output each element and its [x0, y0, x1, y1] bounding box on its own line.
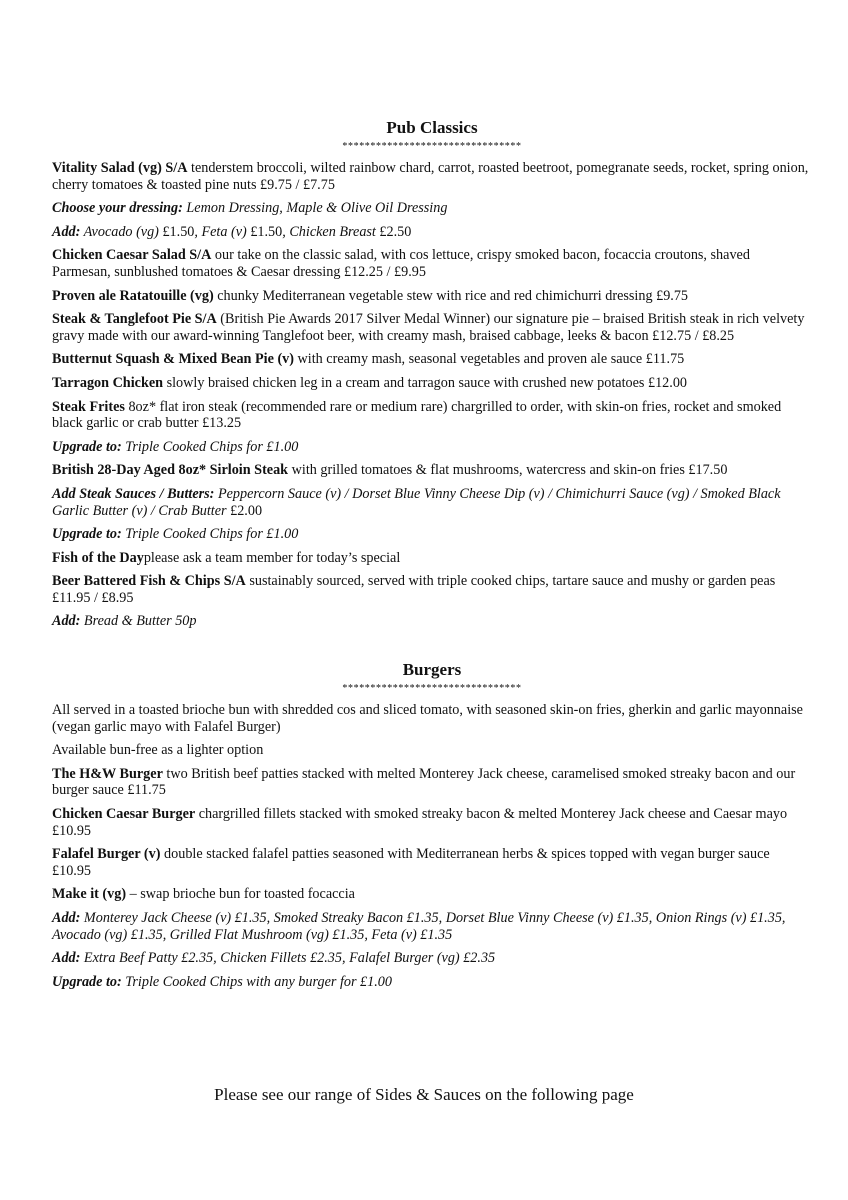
extra-text: Monterey Jack Cheese (v) £1.35, Smoked Streaky Bacon £1.35, Dorset Blue Vinny Cheese (v) £1.35, Onion Rings (v) £1.35, Avocado (vg) £1.35, Grilled Flat Mushroom (vg) £1.35, Feta (v) £1.35 — [52, 910, 786, 943]
burger-protein-add-ons — [52, 950, 812, 967]
menu-item-sirloin-steak — [52, 462, 812, 479]
menu-item-vitality-salad — [52, 160, 812, 193]
item-name: Proven ale Ratatouille (vg) — [52, 287, 214, 304]
section-divider: ******************************** — [342, 683, 522, 695]
burgers-section — [52, 660, 812, 990]
dressing-options — [52, 200, 812, 217]
menu-item-chicken-caesar-burger — [52, 806, 812, 839]
extra-text: , Chicken Breast — [282, 223, 380, 240]
menu-item-hw-burger — [52, 766, 812, 799]
item-name: British 28-Day Aged 8oz* Sirloin Steak — [52, 462, 289, 479]
item-description: sustainably sourced, served with triple cooked chips, tartare sauce and mushy or garden peas £11.95 / £8.95 — [52, 573, 776, 606]
item-name: Falafel Burger (v) — [52, 846, 161, 863]
item-name: Fish of the Day — [52, 549, 144, 566]
extra-price: £2.50 — [379, 223, 412, 240]
menu-item-tarragon-chicken — [52, 375, 812, 392]
item-description: tenderstem broccoli, wilted rainbow chard, carrot, roasted beetroot, pomegranate seeds, rocket, spring onion, cherry tomatoes & toasted pine nuts £9.75 / £7.75 — [52, 160, 809, 193]
item-name: Butternut Squash & Mixed Bean Pie (v) — [52, 351, 294, 368]
item-description: slowly braised chicken leg in a cream and tarragon sauce with crushed new potatoes £12.00 — [163, 374, 688, 391]
extra-price: £1.50 — [162, 223, 195, 240]
extra-text: Triple Cooked Chips for £1.00 — [121, 526, 299, 543]
section-title-pub-classics: Pub Classics — [386, 118, 478, 137]
menu-item-ratatouille — [52, 288, 812, 305]
extra-text: Triple Cooked Chips with any burger for £1.00 — [121, 973, 392, 990]
extra-label: Add: — [52, 910, 81, 926]
menu-item-steak-frites — [52, 399, 812, 432]
item-name: Steak & Tanglefoot Pie S/A — [52, 311, 217, 328]
item-name: Chicken Caesar Salad S/A — [52, 247, 212, 264]
burgers-intro: All served in a toasted brioche bun with shredded cos and sliced tomato, with seasoned skin-on fries, gherkin and garlic mayonnaise (vegan garlic mayo with Falafel Burger) — [52, 702, 803, 735]
item-name: Make it (vg) — [52, 886, 127, 903]
extra-label: Add: — [52, 950, 81, 967]
burger-add-ons — [52, 910, 812, 943]
extra-label: Upgrade to: — [52, 526, 122, 543]
menu-item-fish-of-the-day — [52, 550, 812, 567]
extra-label: Add: — [52, 223, 81, 240]
item-name: The H&W Burger — [52, 765, 163, 782]
item-name: Vitality Salad (vg) S/A — [52, 160, 188, 176]
extra-text: Peppercorn Sauce (v) / Dorset Blue Vinny Cheese Dip (v) / Chimichurri Sauce (vg) / Smoked Black Garlic Butter (v) / Crab Butter — [52, 485, 781, 519]
extra-price: £1.50 — [250, 223, 283, 240]
menu-item-chicken-caesar-salad — [52, 247, 812, 280]
extra-text: , Feta (v) — [194, 223, 251, 240]
item-description: chargrilled fillets stacked with smoked streaky bacon & melted Monterey Jack cheese and Caesar mayo £10.95 — [52, 806, 788, 839]
menu-item-fish-and-chips — [52, 573, 812, 606]
salad-add-ons — [52, 224, 812, 241]
item-name: Chicken Caesar Burger — [52, 806, 196, 823]
extra-label: Upgrade to: — [52, 973, 122, 990]
item-description: please ask a team member for today’s special — [143, 549, 401, 566]
item-description: our take on the classic salad, with cos lettuce, crispy smoked bacon, focaccia croutons, shaved Parmesan, sunblushed tomatoes & Caesar dressing £12.25 / £9.95 — [52, 247, 750, 280]
extra-label: Add: — [52, 613, 81, 630]
upgrade-option — [52, 526, 812, 543]
menu-item-butternut-pie — [52, 351, 812, 368]
extra-label: Choose your dressing: — [52, 200, 183, 217]
make-it-vegan — [52, 886, 812, 903]
item-name: Beer Battered Fish & Chips S/A — [52, 573, 246, 590]
extra-label: Add Steak Sauces / Butters: — [52, 485, 215, 502]
item-description: – swap brioche bun for toasted focaccia — [126, 886, 355, 903]
menu-item-steak-pie — [52, 311, 812, 344]
extra-label: Upgrade to: — [52, 438, 122, 455]
steak-sauces — [52, 486, 812, 519]
item-description: (British Pie Awards 2017 Silver Medal Winner) our signature pie – braised British steak in rich velvety gravy made with our award-winning Tanglefoot beer, with creamy mash, braised cabbage, leeks & bacon £12.75 / £8.25 — [52, 311, 805, 344]
item-description: double stacked falafel patties seasoned with Mediterranean herbs & spices topped with vegan burger sauce £10.95 — [52, 846, 770, 879]
fish-add-on — [52, 613, 812, 630]
item-name: Steak Frites — [52, 398, 125, 415]
upgrade-option — [52, 439, 812, 456]
item-description: 8oz* flat iron steak (recommended rare or medium rare) chargrilled to order, with skin-on fries, rocket and smoked black garlic or crab butter £13.25 — [52, 398, 782, 432]
extra-text: Triple Cooked Chips for £1.00 — [121, 438, 299, 455]
extra-text: Avocado (vg) — [80, 223, 163, 240]
extra-price: £2.00 — [230, 502, 263, 519]
item-description: two British beef patties stacked with melted Monterey Jack cheese, caramelised smoked streaky bacon and our burger sauce £11.75 — [52, 765, 796, 799]
item-description: with grilled tomatoes & flat mushrooms, watercress and skin-on fries £17.50 — [288, 462, 728, 479]
pub-classics-section — [52, 118, 812, 630]
section-divider: ******************************** — [342, 141, 522, 152]
burger-upgrade-option — [52, 974, 812, 991]
item-description: chunky Mediterranean vegetable stew with rice and red chimichurri dressing £9.75 — [213, 287, 689, 304]
item-name: Tarragon Chicken — [52, 374, 164, 391]
extra-text: Extra Beef Patty £2.35, Chicken Fillets £2.35, Falafel Burger (vg) £2.35 — [80, 950, 496, 967]
menu-page — [52, 118, 812, 997]
footer-note: Please see our range of Sides & Sauces on the following page — [214, 1085, 634, 1104]
section-title-burgers: Burgers — [402, 660, 462, 680]
extra-text: Lemon Dressing, Maple & Olive Oil Dressing — [182, 200, 448, 217]
extra-text: Bread & Butter 50p — [80, 613, 197, 630]
menu-item-falafel-burger — [52, 846, 812, 879]
item-description: with creamy mash, seasonal vegetables and proven ale sauce £11.75 — [293, 351, 685, 368]
bun-free-note: Available bun-free as a lighter option — [52, 742, 264, 759]
